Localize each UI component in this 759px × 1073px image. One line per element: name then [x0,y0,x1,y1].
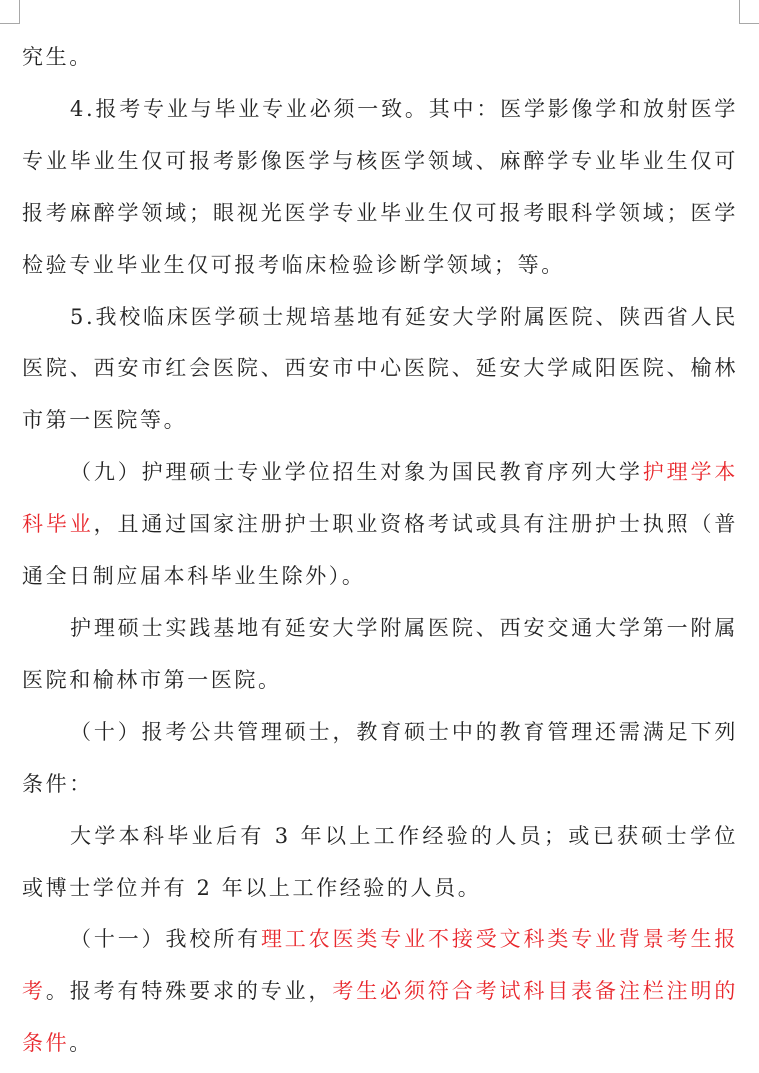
text-run: 究生。 [22,45,93,69]
text-run: （十一）我校所有 [70,927,261,952]
paragraph-nursing-practice-bases [22,603,738,707]
text-run: 护理硕士实践基地有延安大学附属医院、西安交通大学第一附属医院和榆林市第一医院。 [22,615,738,692]
page-corner-mark-right [739,0,759,24]
text-run: 。报考有特殊要求的专业， [45,979,333,1004]
highlighted-text-run: 护理学本科毕业 [22,460,738,537]
text-run: ，且通过国家注册护士职业资格考试或具有注册护士执照（普通全日制应届本科毕业生除外）。 [22,512,738,589]
highlighted-text-run: 考生必须符合考试科目表备注栏注明的条件 [22,979,739,1056]
text-run: 大学本科毕业后有 3 年以上工作经验的人员；或已获硕士学位或博士学位并有 2 年以上工作经验的人员。 [22,823,738,900]
highlighted-text-run: 理工农医类专业不接受文科类专业背景考生报考 [22,927,738,1004]
paragraph-item-4-major-consistency [22,84,738,292]
text-run: 5.我校临床医学硕士规培基地有延安大学附属医院、陕西省人民医院、西安市红会医院、西安市中心医院、延安大学咸阳医院、榆林市第一医院等。 [22,304,738,433]
page-corner-mark-left [0,0,20,24]
text-run: （九）护理硕士专业学位招生对象为国民教育序列大学 [70,460,643,485]
paragraph-section-10-public-admin [22,707,738,811]
paragraph-work-experience-requirement [22,811,738,915]
text-run: 。 [69,1031,93,1056]
paragraph-section-9-nursing [22,447,738,603]
text-run: 4.报考专业与毕业专业必须一致。其中：医学影像学和放射医学专业毕业生仅可报考影像医学与核医学领域、麻醉学专业毕业生仅可报考麻醉学领域；眼视光医学专业毕业生仅可报考眼科学领域；医学检验专业毕业生仅可报考临床检验诊断学领域；等。 [22,96,738,277]
paragraph-continuation [22,32,738,84]
paragraph-item-5-training-bases [22,292,738,448]
text-run: （十）报考公共管理硕士，教育硕士中的教育管理还需满足下列条件： [22,719,738,796]
document-page [22,32,738,1070]
paragraph-section-11-background [22,914,738,1070]
